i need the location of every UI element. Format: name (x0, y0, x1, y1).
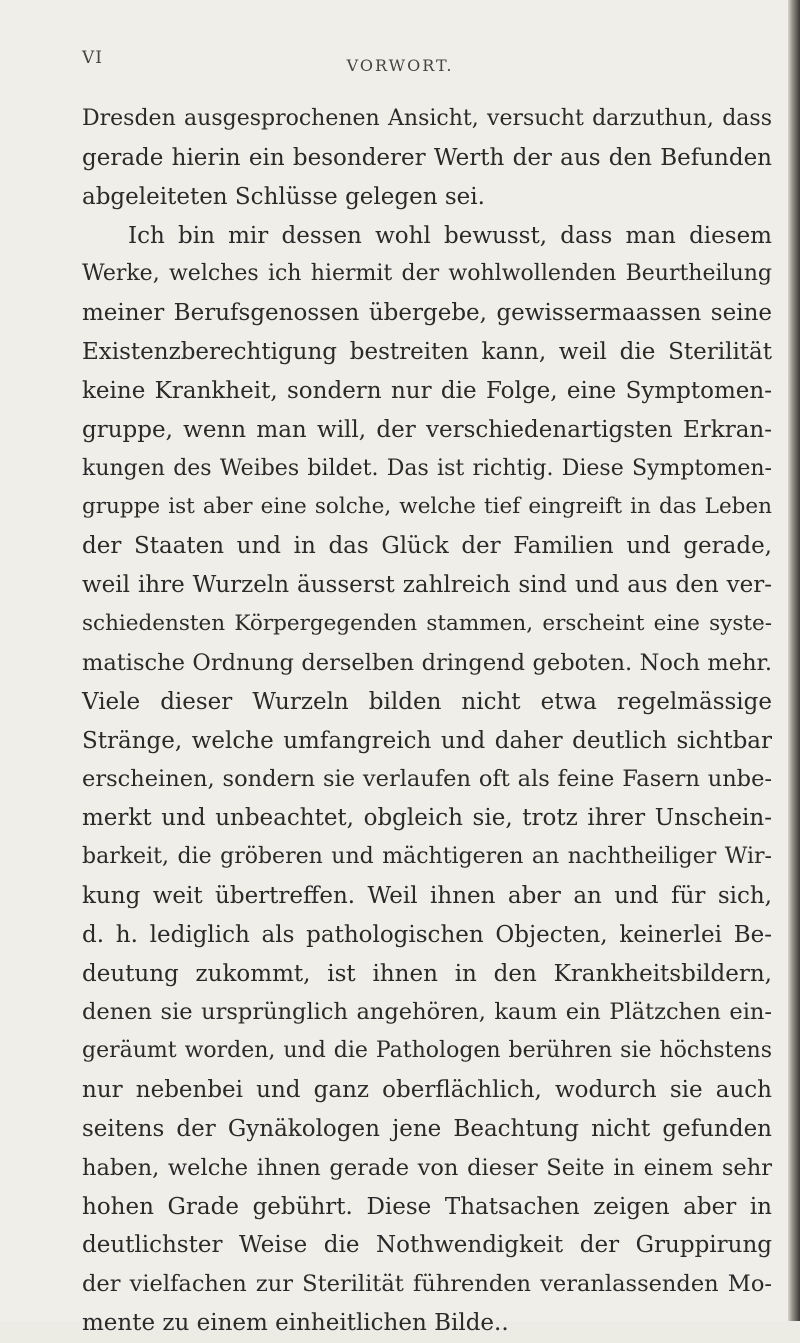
running-head: VORWORT. (346, 56, 454, 75)
text-line: d. h. lediglich als pathologischen Objecten, keinerlei Be- (82, 921, 772, 948)
text-line: abgeleiteten Schlüsse gelegen sei. (82, 183, 485, 210)
text-line: denen sie ursprünglich angehören, kaum ein Plätzchen ein- (82, 999, 772, 1026)
text-line: haben, welche ihnen gerade von dieser Seite in einem sehr (82, 1154, 772, 1181)
text-line: der Staaten und in das Glück der Familien und gerade, (82, 533, 772, 560)
text-line: deutung zukommt, ist ihnen in den Krankheitsbildern, (82, 960, 772, 987)
text-line: kung weit übertreffen. Weil ihnen aber an und für sich, (82, 882, 772, 909)
text-line: Viele dieser Wurzeln bilden nicht etwa regelmässige (82, 688, 772, 715)
text-line: mente zu einem einheitlichen Bilde.. (82, 1310, 509, 1337)
text-line: schiedensten Körpergegenden stammen, erscheint eine syste- (82, 610, 772, 636)
text-line: Dresden ausgesprochenen Ansicht, versucht darzuthun, dass (82, 106, 772, 131)
text-line: seitens der Gynäkologen jene Beachtung nicht gefunden (82, 1115, 772, 1142)
text-line: merkt und unbeachtet, obgleich sie, trotz ihrer Unschein- (82, 805, 772, 832)
text-line: kungen des Weibes bildet. Das ist richtig. Diese Symptomen- (82, 455, 772, 481)
text-line: Ich bin mir dessen wohl bewusst, dass man diesem (128, 222, 772, 249)
body-text (82, 100, 772, 1343)
text-line: deutlichster Weise die Nothwendigkeit der Gruppirung (82, 1232, 772, 1259)
text-line: barkeit, die gröberen und mächtigeren an nachtheiliger Wir- (82, 844, 772, 870)
text-line: weil ihre Wurzeln äusserst zahlreich sind und aus den ver- (82, 572, 772, 599)
text-line: geräumt worden, und die Pathologen berühren sie höchstens (82, 1038, 772, 1064)
text-line: erscheinen, sondern sie verlaufen oft als feine Fasern unbe- (82, 766, 772, 793)
text-line: gerade hierin ein besonderer Werth der aus den Befunden (82, 144, 772, 171)
text-line: Werke, welches ich hiermit der wohlwollenden Beurtheilung (82, 261, 772, 287)
text-line: keine Krankheit, sondern nur die Folge, eine Symptomen- (82, 377, 772, 404)
page-number: VI (82, 48, 103, 68)
text-line: gruppe, wenn man will, der verschiedenartigsten Erkran- (82, 416, 772, 443)
text-line: Existenzberechtigung bestreiten kann, weil die Sterilität (82, 339, 772, 366)
text-line: matische Ordnung derselben dringend geboten. Noch mehr. (82, 649, 772, 676)
text-line: Stränge, welche umfangreich und daher deutlich sichtbar (82, 727, 772, 754)
page-edge-shadow (788, 0, 800, 1321)
text-line: hohen Grade gebührt. Diese Thatsachen zeigen aber in (82, 1193, 772, 1220)
text-line: nur nebenbei und ganz oberflächlich, wodurch sie auch (82, 1077, 772, 1104)
text-line: meiner Berufsgenossen übergebe, gewissermaassen seine (82, 300, 772, 327)
text-line: gruppe ist aber eine solche, welche tief eingreift in das Leben (82, 494, 772, 520)
text-line: der vielfachen zur Sterilität führenden veranlassenden Mo- (82, 1271, 772, 1298)
